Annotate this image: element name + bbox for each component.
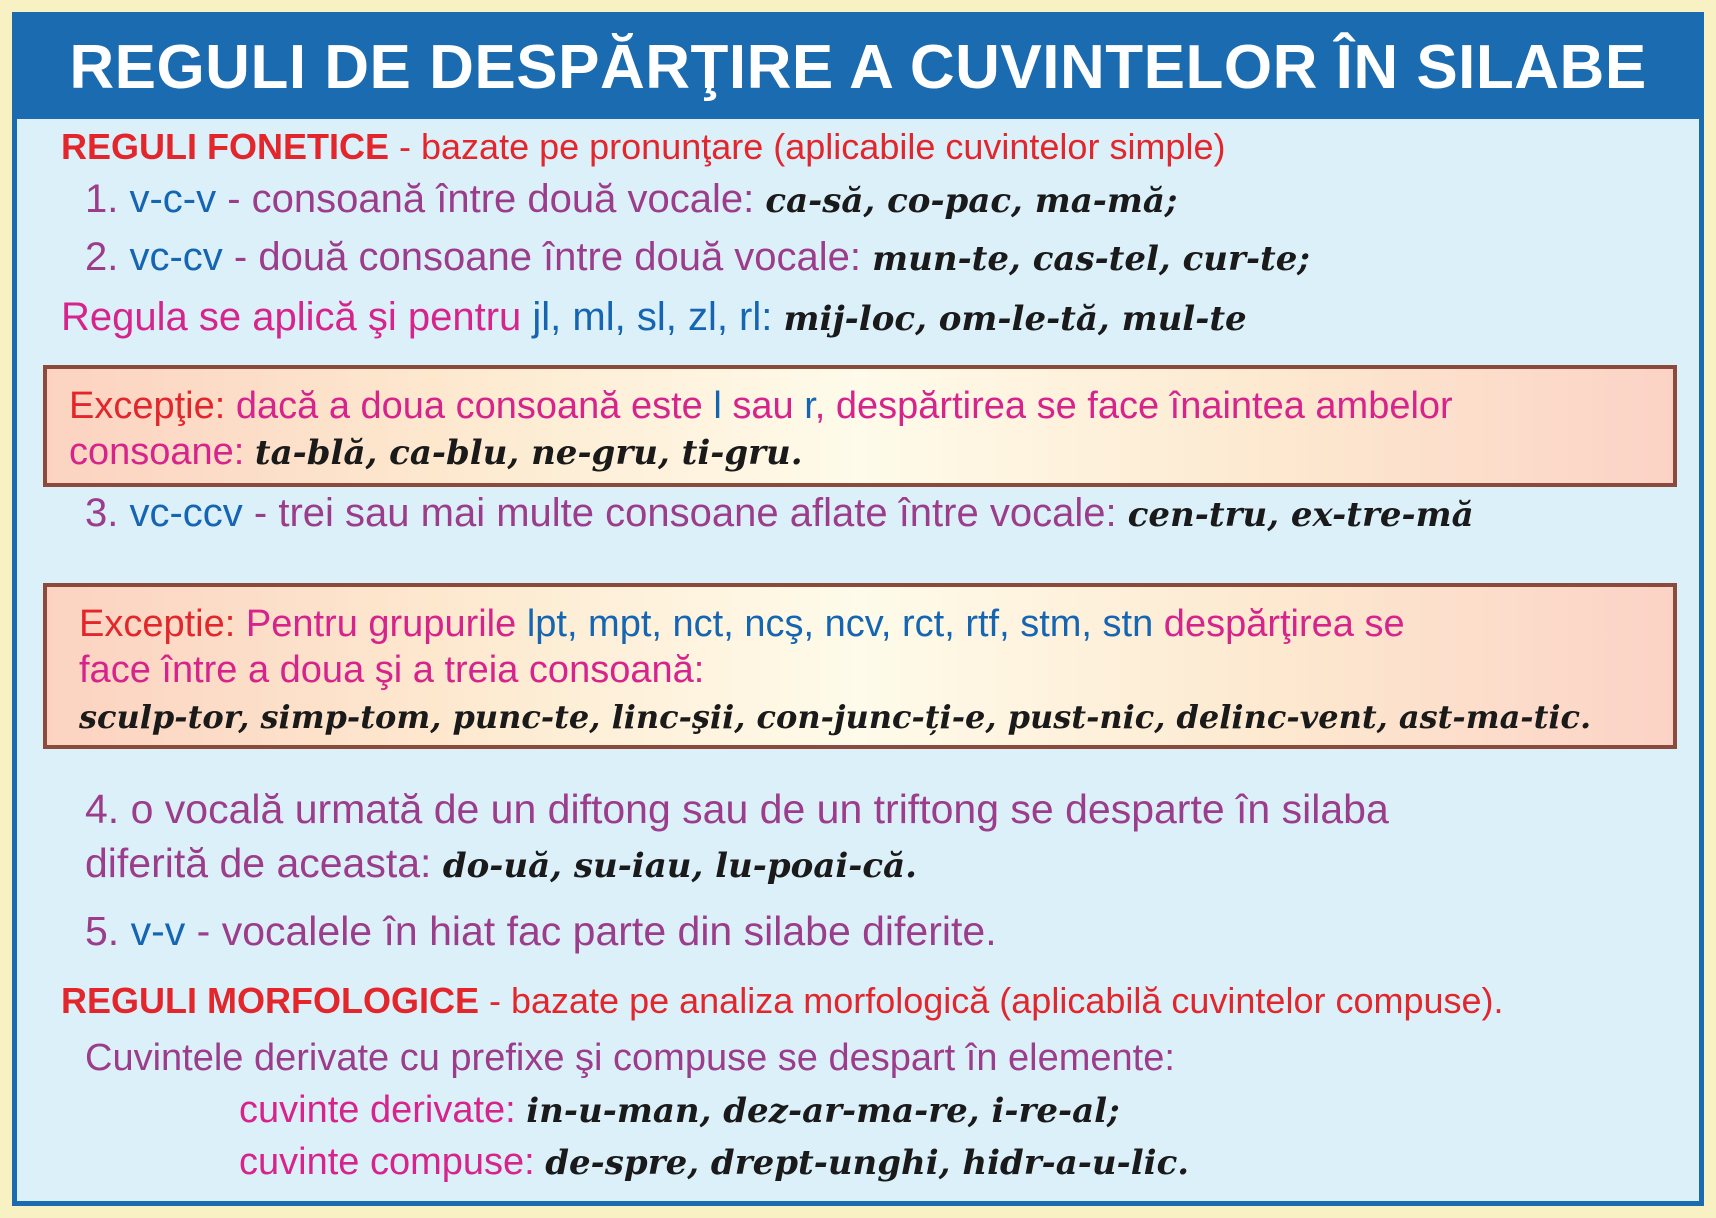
rule-2-text: două consoane între două vocale: — [258, 235, 873, 279]
exception-2-line-3 — [79, 698, 1592, 736]
exception-1-line-1 — [69, 387, 1453, 425]
morph-compound-label: cuvinte compuse: — [239, 1141, 546, 1183]
rule-2-extra-text: Regula se aplică şi pentru — [61, 295, 533, 339]
morph-compound-examples: de-spre, drept-unghi, hidr-a-u-lic. — [545, 1143, 1190, 1183]
rule-1-pattern: v-c-v — [129, 177, 217, 221]
rule-3-dash: - — [242, 491, 279, 535]
rule-5-text: vocalele în hiat fac parte din silabe diferite. — [221, 908, 997, 954]
rule-4-line-2 — [85, 840, 917, 886]
rule-1-examples: ca-să, co-pac, ma-mă; — [765, 181, 1178, 221]
exception-2-text-a: Pentru grupurile — [245, 603, 527, 645]
morph-heading-line — [61, 980, 1504, 1021]
morph-description: - bazate pe analiza morfologică (aplicabilă cuvintelor compuse). — [479, 980, 1504, 1021]
rule-2-number: 2. — [85, 235, 130, 279]
rule-4-examples: do-uă, su-iau, lu-poai-că. — [442, 846, 917, 886]
morph-compound — [239, 1143, 1189, 1181]
phonetic-heading: REGULI FONETICE — [61, 126, 390, 167]
rule-3-text: trei sau mai multe consoane aflate între vocale: — [278, 491, 1128, 535]
rule-2-pattern: vc-cv — [129, 235, 223, 279]
rule-1-dash: - — [216, 177, 252, 221]
rule-4-number: 4. — [85, 786, 131, 832]
rule-3-pattern: vc-ccv — [129, 491, 243, 535]
rule-5 — [85, 908, 997, 954]
exception-2-text-c: face între a doua şi a treia consoană: — [79, 649, 705, 691]
rule-4-line-1 — [85, 786, 1389, 832]
rule-5-dash: - — [185, 908, 222, 954]
exception-1-text-a: dacă a doua consoană este — [235, 385, 714, 427]
rule-4-text-a: o vocală urmată de un diftong sau de un triftong se desparte în silaba — [130, 786, 1389, 832]
exception-1-text-c: consoane: — [69, 431, 255, 473]
rule-1-number: 1. — [85, 177, 130, 221]
rule-2-dash: - — [222, 235, 259, 279]
poster-title: REGULI DE DESPĂRŢIRE A CUVINTELOR ÎN SILABE — [17, 17, 1699, 119]
exception-1-line-2 — [69, 433, 803, 471]
rule-5-pattern: v-v — [130, 908, 186, 954]
morph-intro-text: Cuvintele derivate cu prefixe şi compuse se despart în elemente: — [85, 1037, 1175, 1079]
rule-2-examples: mun-te, cas-tel, cur-te; — [872, 239, 1310, 279]
exception-2-groups: lpt, mpt, nct, ncş, ncv, rct, rtf, stm, stn — [526, 603, 1154, 645]
exception-2-text-b: despărţirea se — [1153, 603, 1405, 645]
rule-2-extra — [61, 297, 1247, 337]
rule-3 — [85, 493, 1474, 533]
rule-1-text: consoană între două vocale: — [251, 177, 766, 221]
rule-4-text-b: diferită de aceasta: — [85, 840, 443, 886]
exception-1-text-b: , despărtirea se face înaintea ambelor — [814, 385, 1453, 427]
phonetic-heading-line — [61, 126, 1226, 167]
poster-frame — [12, 12, 1704, 1206]
exception-2-line-2 — [79, 651, 704, 689]
exception-1-label: Excepţie: — [69, 385, 236, 427]
exception-2-box — [43, 583, 1677, 749]
exception-1-text-sau: sau — [721, 385, 805, 427]
rule-3-examples: cen-tru, ex-tre-mă — [1127, 495, 1474, 535]
morph-heading: REGULI MORFOLOGICE — [61, 980, 479, 1021]
morph-derived-examples: in-u-man, dez-ar-ma-re, i-re-al; — [526, 1091, 1120, 1131]
rule-5-number: 5. — [85, 908, 131, 954]
rule-2-extra-examples: mij-loc, om-le-tă, mul-te — [783, 299, 1247, 339]
exception-2-examples: sculp-tor, simp-tom, punc-te, linc-şii, con-junc-ți-e, pust-nic, delinc-vent, ast-ma-tic. — [79, 698, 1592, 736]
exception-1-letter-l: l — [713, 385, 722, 427]
exception-1-examples: ta-blă, ca-blu, ne-gru, ti-gru. — [254, 433, 803, 473]
rule-2-extra-groups: jl, ml, sl, zl, rl: — [532, 295, 784, 339]
exception-1-letter-r: r — [804, 385, 815, 427]
exception-2-line-1 — [79, 605, 1405, 643]
morph-derived-label: cuvinte derivate: — [239, 1089, 527, 1131]
morph-derived — [239, 1091, 1120, 1129]
rule-3-number: 3. — [85, 491, 130, 535]
exception-2-label: Exceptie: — [79, 603, 246, 645]
rule-2 — [85, 237, 1310, 277]
morph-intro — [85, 1039, 1175, 1077]
rule-1 — [85, 179, 1177, 219]
exception-1-box — [43, 365, 1677, 487]
phonetic-description: - bazate pe pronunţare (aplicabile cuvintelor simple) — [389, 126, 1226, 167]
